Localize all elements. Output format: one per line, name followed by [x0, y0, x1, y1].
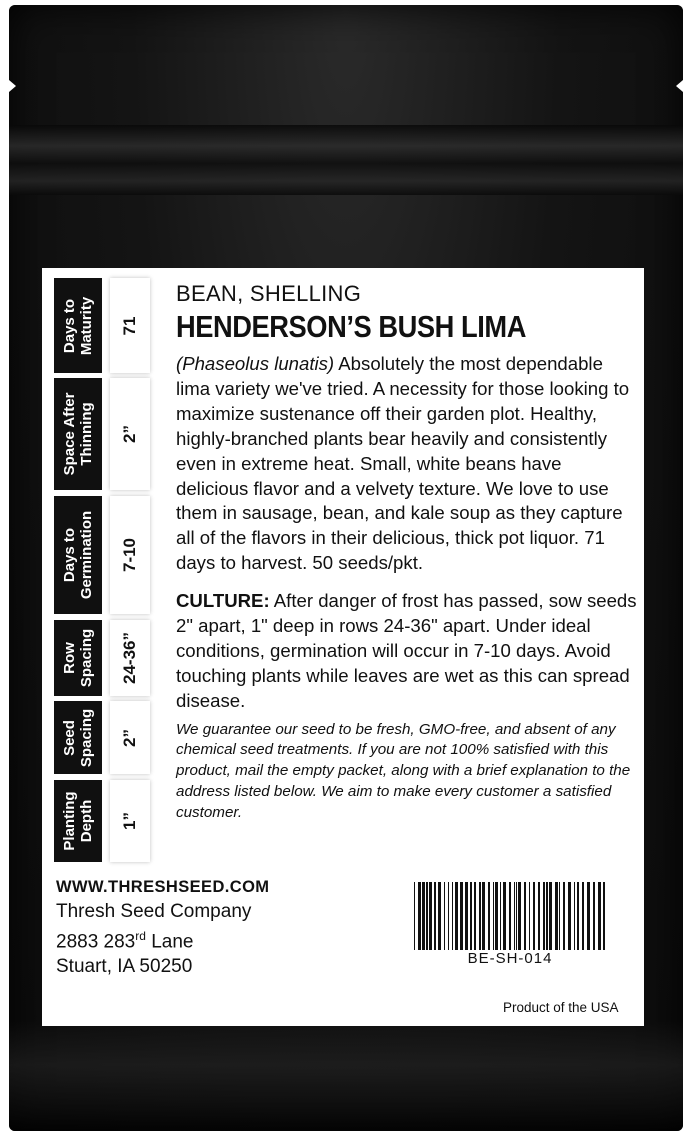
barcode-bar: [582, 882, 584, 950]
stat-space-after-thinning: [54, 378, 154, 490]
barcode-bar: [514, 882, 515, 950]
barcode-bar: [559, 882, 560, 950]
barcode-bar: [495, 882, 498, 950]
barcode-bar: [524, 882, 526, 950]
barcode-bar: [574, 882, 575, 950]
stat-label: Seed Spacing: [61, 708, 95, 767]
barcode-bar: [509, 882, 511, 950]
guarantee-text: We guarantee our seed to be fresh, GMO-free, and absent of any chemical seed treatments. If you are not 100% satisfied with this product, mail the empty packet, along with a brief explanation to the address listed below. We aim to make every customer a satisfied customer.: [176, 720, 631, 821]
barcode-bar: [516, 882, 517, 950]
scientific-name: (Phaseolus lunatis): [176, 353, 335, 374]
stat-days-to-maturity: [54, 278, 154, 373]
city-state-zip: Stuart, IA 50250: [56, 956, 193, 978]
barcode-bar: [503, 882, 506, 950]
barcode-bar: [543, 882, 545, 950]
stat-value: 2”: [120, 425, 139, 443]
barcode-bar: [518, 882, 521, 950]
company-contact: [56, 875, 269, 979]
barcode-bar: [598, 882, 601, 950]
barcode-bar: [479, 882, 481, 950]
stat-row-spacing: [54, 620, 154, 696]
barcode-bar: [460, 882, 463, 950]
barcode-bar: [422, 882, 425, 950]
barcode-bar: [474, 882, 476, 950]
stat-value: 24-36”: [120, 632, 139, 684]
barcode-bar: [500, 882, 501, 950]
stat-planting-depth: [54, 780, 154, 862]
barcode-bar: [438, 882, 441, 950]
barcode-bar: [444, 882, 445, 950]
product-origin: Product of the USA: [503, 1000, 619, 1015]
culture-instructions: [176, 589, 638, 714]
barcode-bar: [538, 882, 540, 950]
culture-text: After danger of frost has passed, sow seeds 2" apart, 1" deep in rows 24-36" apart. Under ideal conditions, germination will occur in 7-10 days. Avoid touching plants while leaves are wet as this can spread disease.: [176, 590, 637, 711]
barcode-bar: [593, 882, 595, 950]
culture-heading: CULTURE:: [176, 590, 270, 612]
product-description: [176, 352, 638, 576]
tear-notch-left: [9, 80, 16, 92]
barcode-bar: [587, 882, 590, 950]
stat-value: 7-10: [120, 537, 139, 573]
stat-days-to-germination: [54, 496, 154, 614]
barcode-bar: [563, 882, 565, 950]
product-info: [176, 280, 638, 823]
stat-label: Days to Germination: [61, 510, 95, 600]
barcode-bar: [603, 882, 605, 950]
barcode-bar: [529, 882, 530, 950]
website-link[interactable]: WWW.THRESHSEED.COM: [56, 878, 270, 896]
stat-seed-spacing: [54, 701, 154, 774]
barcode-bar: [465, 882, 468, 950]
stat-label: Days to Maturity: [61, 296, 95, 355]
barcode-bar: [426, 882, 428, 950]
barcode-bar: [482, 882, 485, 950]
street-address: 2883 283rd Lane: [56, 929, 194, 953]
stat-value: 2”: [120, 728, 139, 747]
sku-code: BE-SH-014: [467, 950, 553, 967]
stat-label: Space After Thinning: [61, 392, 95, 476]
barcode-bar: [470, 882, 472, 950]
barcode-bar: [418, 882, 421, 950]
company-name: Thresh Seed Company: [56, 901, 252, 922]
barcode-bar: [434, 882, 436, 950]
barcode-bar: [555, 882, 558, 950]
barcode-bar: [488, 882, 490, 950]
stat-label: Row Spacing: [61, 628, 95, 688]
barcode-bar: [429, 882, 432, 950]
barcode-bar: [448, 882, 449, 950]
packet-label: [42, 268, 644, 1026]
barcode-bar: [546, 882, 548, 950]
stat-value: 71: [120, 316, 139, 335]
barcode-bar: [452, 882, 453, 950]
tear-notch-right: [676, 80, 683, 92]
product-category: BEAN, SHELLING: [176, 281, 362, 306]
product-name: HENDERSON’S BUSH LIMA: [176, 309, 526, 344]
barcode: [412, 882, 608, 950]
barcode-bar: [568, 882, 571, 950]
barcode-bar: [577, 882, 579, 950]
barcode-bar: [493, 882, 494, 950]
stat-value: 1”: [120, 812, 139, 830]
barcode-bar: [414, 882, 415, 950]
barcode-bar: [533, 882, 535, 950]
description-text: Absolutely the most dependable lima variety we've tried. A necessity for those looking to maximize sustenance off their garden plot. Healthy, highly-branched plants bear heavily and consistently even in extreme heat. Small, white beans have delicious flavor and a velvety texture. We love to use them in sausage, bean, and kale soup as they capture all of the flavors in their delicious, thick pot liquor. 71 days to harvest. 50 seeds/pkt.: [176, 353, 630, 574]
barcode-bar: [549, 882, 552, 950]
barcode-bar: [455, 882, 458, 950]
stat-label: Planting Depth: [61, 791, 95, 851]
